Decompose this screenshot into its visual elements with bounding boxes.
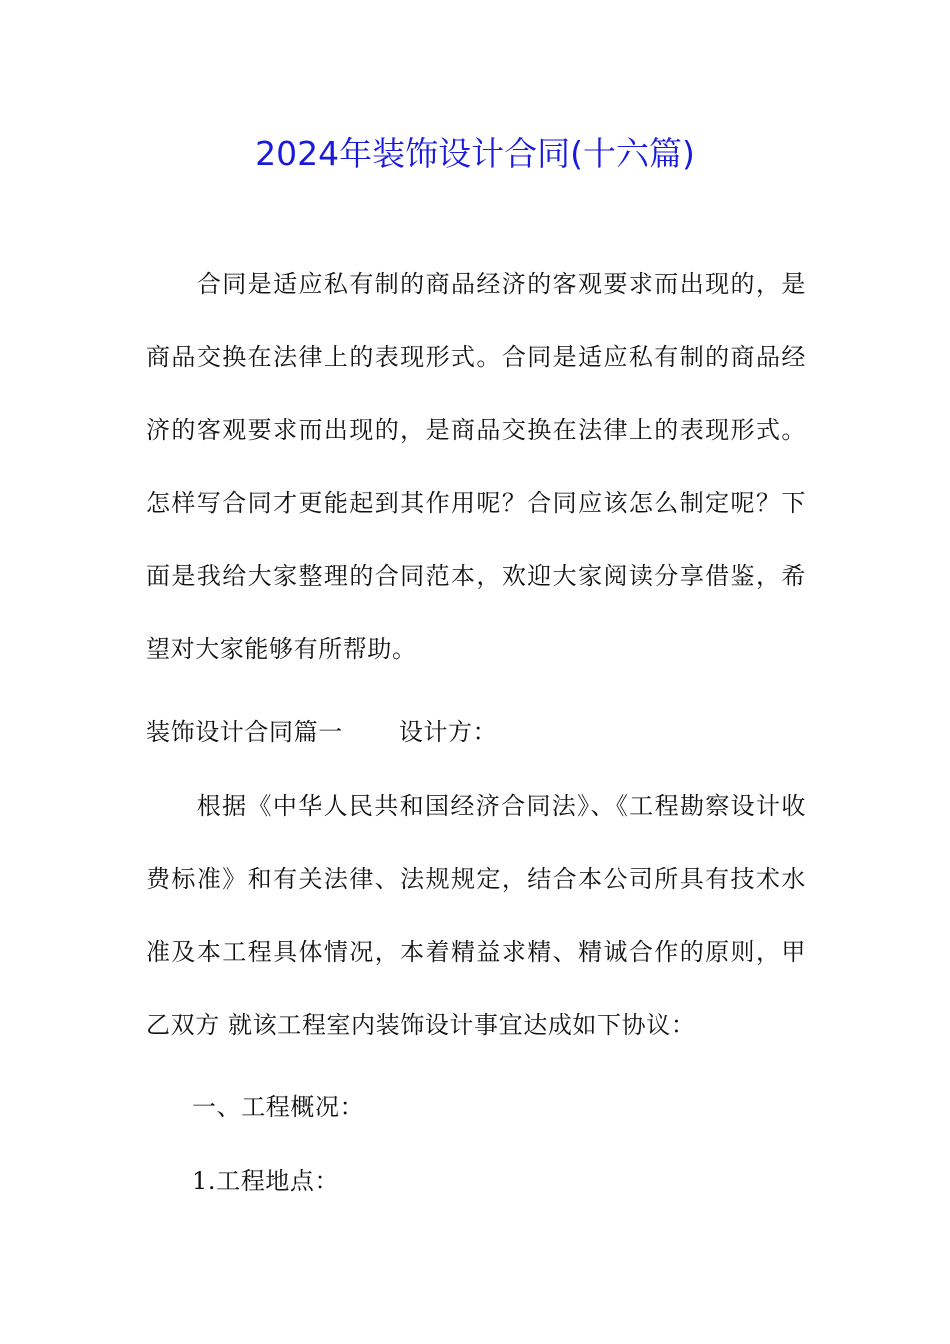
intro-text: 合同是适应私有制的商品经济的客观要求而出现的，是商品交换在法律上的表现形式。合同是适应私有制的商品经济的客观要求而出现的，是商品交换在法律上的表现形式。怎样写合同才更能起到其作用呢？合同应该怎么制定呢？下面是我给大家整理的合同范本，欢迎大家阅读分享借鉴，希望对大家能够有所帮助。 [146, 270, 806, 663]
designer-party-label: 设计方： [398, 718, 498, 746]
item-location: 1.工程地点： [192, 1167, 340, 1195]
section-overview: 一、工程概况： [192, 1093, 365, 1121]
section-heading-line [146, 696, 497, 769]
intro-paragraph [146, 248, 806, 686]
basis-paragraph [146, 770, 806, 1062]
basis-text: 根据《中华人民共和国经济合同法》、《工程勘察设计收费标准》和有关法律、法规规定，结合本公司所具有技术水准及本工程具体情况，本着精益求精、精诚合作的原则，甲乙双方 就该工程室内装饰设计事宜达成如下协议： [146, 792, 806, 1039]
section-heading: 装饰设计合同篇一 [146, 718, 343, 746]
document-title: 2024年装饰设计合同(十六篇) [255, 134, 695, 173]
